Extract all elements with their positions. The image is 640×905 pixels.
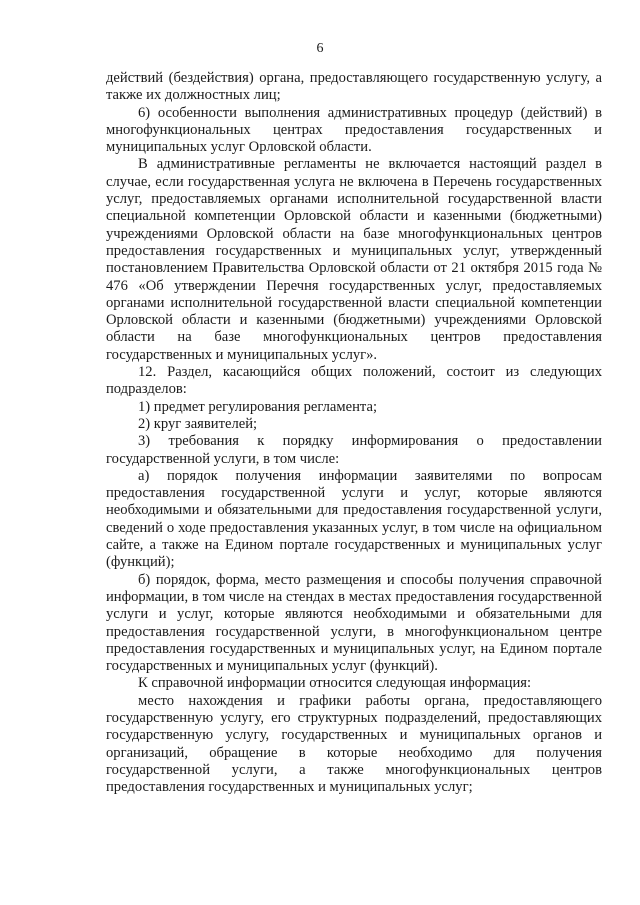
paragraph-5: 1) предмет регулирования регламента; [138,398,378,415]
paragraph-10: К справочной информации относится следующая информация: [138,675,532,692]
paragraph-3: В административные регламенты не включается настоящий раздел в случае, если государственная услуга не включена в Перечень государственных услуг, предоставляемых органами исполнительной государственной власти специальной компетенции Орловской области и казенными (бюджетными) учреждениями Орловской области на базе многофункциональных центров предоставления государственных и муниципальных услуг, утвержденный постановлением Правительства Орловской области от 21 октября 2015 года № 476 «Об утверждении Перечня государственных услуг, предоставляемых органами исполнительной государственной власти специальной компетенции Орловской области и казенными (бюджетными) учреждениями Орловской области на базе многофункциональных центров предоставления государственных и муниципальных услуг». [106,156,602,363]
paragraph-1: действий (бездействия) органа, предоставляющего государственную услугу, а также их должностных лиц; [106,70,602,104]
paragraph-9: б) порядок, форма, место размещения и способы получения справочной информации, в том числе на стендах в местах предоставления государственной услуги и услуг, которые являются необходимыми и обязательными для предоставления государственной услуги, в многофункциональном центре предоставления государственных и муниципальных услуг, на Едином портале государственных и муниципальных услуг (функций). [106,571,602,675]
paragraph-2: 6) особенности выполнения административных процедур (действий) в многофункциональных центрах предоставления государственных и муниципальных услуг Орловской области. [106,104,602,156]
paragraph-11: место нахождения и графики работы органа, предоставляющего государственную услугу, его структурных подразделений, предоставляющих государственную услугу, государственных и муниципальных органов и организаций, обращение в которые необходимо для получения государственной услуги, а также многофункциональных центров предоставления государственных и муниципальных услуг; [106,692,602,796]
paragraph-4: 12. Раздел, касающийся общих положений, состоит из следующих подразделов: [106,364,602,398]
page-number: 6 [316,41,324,56]
paragraph-6: 2) круг заявителей; [138,415,258,432]
paragraph-7: 3) требования к порядку информирования о предоставлении государственной услуги, в том числе: [106,433,602,467]
document-body [106,70,602,796]
paragraph-8: а) порядок получения информации заявителями по вопросам предоставления государственной услуги и услуг, которые являются необходимыми и обязательными для предоставления государственной услуги, сведений о ходе предоставления указанных услуг, в том числе на официальном сайте, а также на Едином портале государственных и муниципальных услуг (функций); [106,467,602,571]
